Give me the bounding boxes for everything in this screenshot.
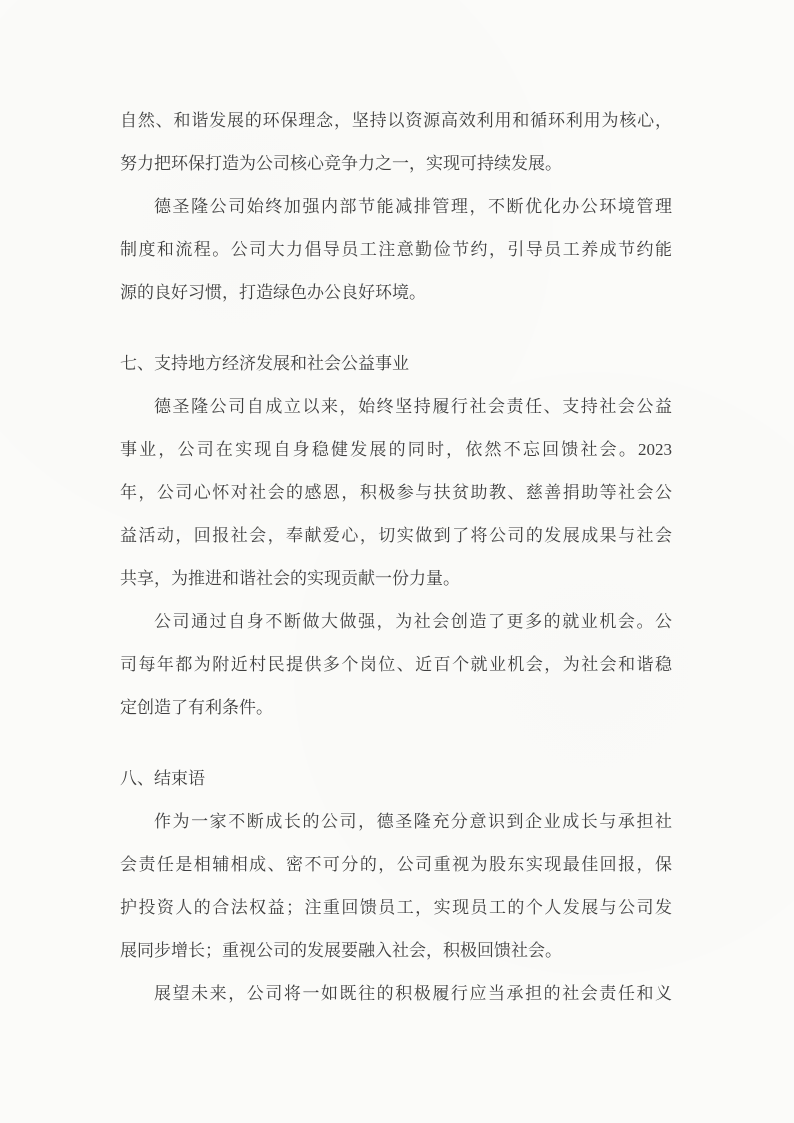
paragraph-environment-continuation — [120, 99, 672, 185]
text-line: 自然、和谐发展的环保理念，坚持以资源高效利用和循环利用为核心， — [120, 111, 672, 130]
paragraph-employment — [120, 600, 672, 729]
section-heading-8: 八、结束语 — [120, 769, 205, 788]
paragraph-energy-saving — [120, 185, 672, 314]
text-line: 德圣隆公司始终加强内部节能减排管理，不断优化办公环境管理 — [154, 197, 672, 216]
text-line: 展望未来，公司将一如既往的积极履行应当承担的社会责任和义 — [154, 984, 672, 1003]
text-line: 作为一家不断成长的公司，德圣隆充分意识到企业成长与承担社 — [154, 812, 672, 831]
paragraph-social-welfare — [120, 385, 672, 600]
paragraph-outlook — [120, 972, 672, 1015]
paragraph-conclusion — [120, 800, 672, 972]
text-line: 努力把环保打造为公司核心竞争力之一，实现可持续发展。 — [120, 154, 562, 173]
text-line: 会责任是相辅相成、密不可分的，公司重视为股东实现最佳回报，保 — [120, 855, 672, 874]
text-line: 定创造了有利条件。 — [120, 698, 273, 717]
text-line: 年，公司心怀对社会的感恩，积极参与扶贫助教、慈善捐助等社会公 — [120, 483, 672, 502]
text-line: 护投资人的合法权益；注重回馈员工，实现员工的个人发展与公司发 — [120, 898, 672, 917]
text-line: 制度和流程。公司大力倡导员工注意勤俭节约，引导员工养成节约能 — [120, 240, 672, 259]
text-line: 事业，公司在实现自身稳健发展的同时，依然不忘回馈社会。2023 — [120, 440, 672, 459]
text-line: 共享，为推进和谐社会的实现贡献一份力量。 — [120, 569, 460, 588]
text-column — [120, 99, 672, 1015]
text-line: 源的良好习惯，打造绿色办公良好环境。 — [120, 283, 426, 302]
text-line: 展同步增长；重视公司的发展要融入社会，积极回馈社会。 — [120, 941, 562, 960]
text-line: 益活动，回报社会，奉献爱心，切实做到了将公司的发展成果与社会 — [120, 526, 672, 545]
text-line: 公司通过自身不断做大做强，为社会创造了更多的就业机会。公 — [154, 612, 672, 631]
section-heading-7: 七、支持地方经济发展和社会公益事业 — [120, 354, 409, 373]
text-line: 德圣隆公司自成立以来，始终坚持履行社会责任、支持社会公益 — [154, 397, 672, 416]
text-line: 司每年都为附近村民提供多个岗位、近百个就业机会，为社会和谐稳 — [120, 655, 672, 674]
